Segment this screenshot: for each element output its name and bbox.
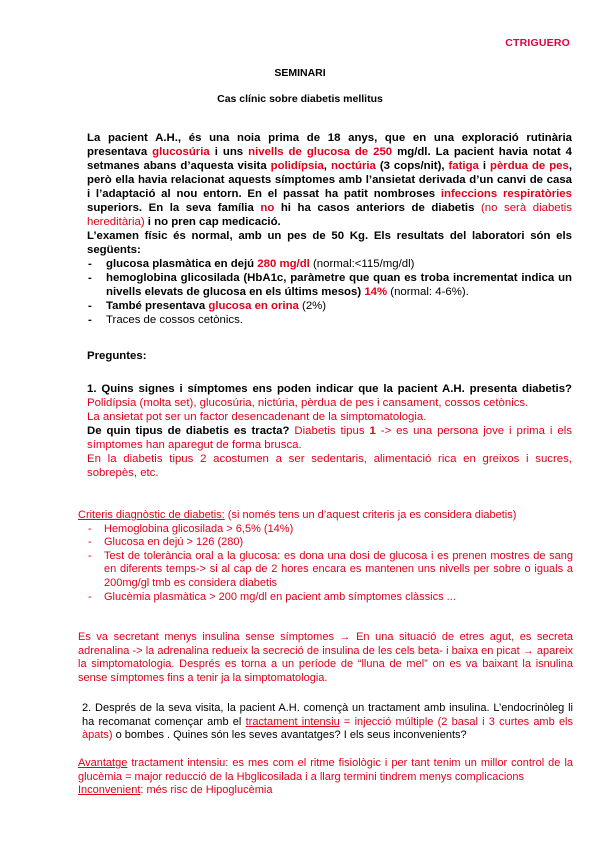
criteria-label: Criteris diagnòstic de diabetis: (78, 509, 225, 521)
list-item: - hemoglobina glicosilada (HbA1c, paràmetre que quan es troba incrementat indica un nivells elevats de glucosa en els últims mesos) 14% (normal: 4-6%). (87, 271, 572, 299)
list-item: - Test de tolerància oral a la glucosa: es dona una dosi de glucosa i es prenen mostres de sang en diferents temps-> si al cap de 2 hores encara es mantenen uns nivells per sobre o iguals a 200mg/gl tmb es considera diabetis (78, 550, 573, 591)
questions-heading: Preguntes: (87, 350, 147, 362)
case-paragraph: La pacient A.H., és una noia prima de 18 anys, que en una exploració rutinària presentava glucosúria i uns nivells de glucosa de 250 mg/dl. La pacient havia notat 4 setmanes abans d’aquesta visita polidípsia, noctúria (3 cops/nit), fatiga i pèrdua de pes, però ella havia relacionat aquests símptomes amb l’ansietat derivada d’un canvi de casa i l’adaptació al nou entorn. En el passat ha patit nombroses infeccions respiratòries superiors. En la seva família no hi ha casos anteriors de diabetis (no serà diabetis hereditària) i no pren cap medicació. (87, 132, 573, 228)
author-label: CTRIGUERO (505, 37, 570, 49)
page-title: SEMINARI (274, 67, 326, 79)
list-item: - Hemoglobina glicosilada > 6,5% (14%) (78, 523, 573, 537)
diagnostic-criteria: Criteris diagnòstic de diabetis: (si només tens un d’aquest criteris ja es considera diabetis) - Hemoglobina glicosilada > 6,5% (14%) - Glucosa en dejú > 126 (280) - Test de tolerància oral a la glucosa: es dona una dosi de glucosa i es prenen mostres de sang en diferents temps-> si al cap de 2 hores encara es mantenen uns nivells per sobre o iguals a 200mg/gl tmb es considera diabetis - Glucèmia plasmàtica > 200 mg/dl en pacient amb símptomes clàssics ... (78, 509, 573, 604)
case-description (87, 131, 572, 327)
insulin-secretion-note: Es va secretant menys insulina sense símptomes → En una situació de etres agut, es secreta adrenalina -> la adrenalina redueix la secreció de insulina de les cels beta- i baixa en picat → apareix la simptomatologia. Després es torna a un període de “lluna de mel” on es va baixant la isnulina sense símptomes fins a tenir ja la simptomatologia. (78, 631, 573, 684)
list-item: - glucosa plasmàtica en dejú 280 mg/dl (normal:<115/mg/dl) (87, 257, 572, 271)
exam-paragraph: L’examen físic és normal, amb un pes de 50 Kg. Els resultats del laboratori són els següents: (87, 230, 572, 256)
list-item: - Glucèmia plasmàtica > 200 mg/dl en pacient amb símptomes clàssics ... (78, 591, 573, 605)
treatment-answer: Avantatge tractament intensiu: es mes com el ritme fisiològic i per tant tenim un millor control de la glucèmia = major reducció de la Hbglicosilada i a llarg termini tindrem menys complicacions Inconvenient: més risc de Hipoglucèmia (78, 757, 573, 797)
lab-results-list (87, 257, 572, 327)
question-2: 2. Després de la seva visita, la pacient A.H. començà un tractament amb insulina. L’endocrinòleg li ha recomanat començar amb el tractament intensiu = injecció múltiple (2 basal i 3 curtes amb els àpats) o bombes . Quines són les seves avantatges? I els seus inconvenients? (82, 702, 574, 742)
page-subtitle: Cas clínic sobre diabetis mellitus (217, 93, 383, 105)
criteria-list (78, 523, 573, 605)
list-item: - Glucosa en dejú > 126 (280) (78, 536, 573, 550)
list-item: - També presentava glucosa en orina (2%) (87, 299, 572, 313)
list-item: - Traces de cossos cetònics. (87, 313, 572, 327)
question-1: 1. Quins signes i símptomes ens poden indicar que la pacient A.H. presenta diabetis? Polidípsia (molta set), glucosúria, nictúria, pèrdua de pes i cansament, cossos cetònics. La ansietat pot ser un factor desencadenant de la simptomatologia. De quin tipus de diabetis es tracta? Diabetis tipus 1 -> es una persona jove i prima i els símptomes han aparegut de forma brusca. En la diabetis tipus 2 acostumen a ser sedentaris, alimentació rica en greixos i sucres, sobrepès, etc. (87, 383, 572, 479)
